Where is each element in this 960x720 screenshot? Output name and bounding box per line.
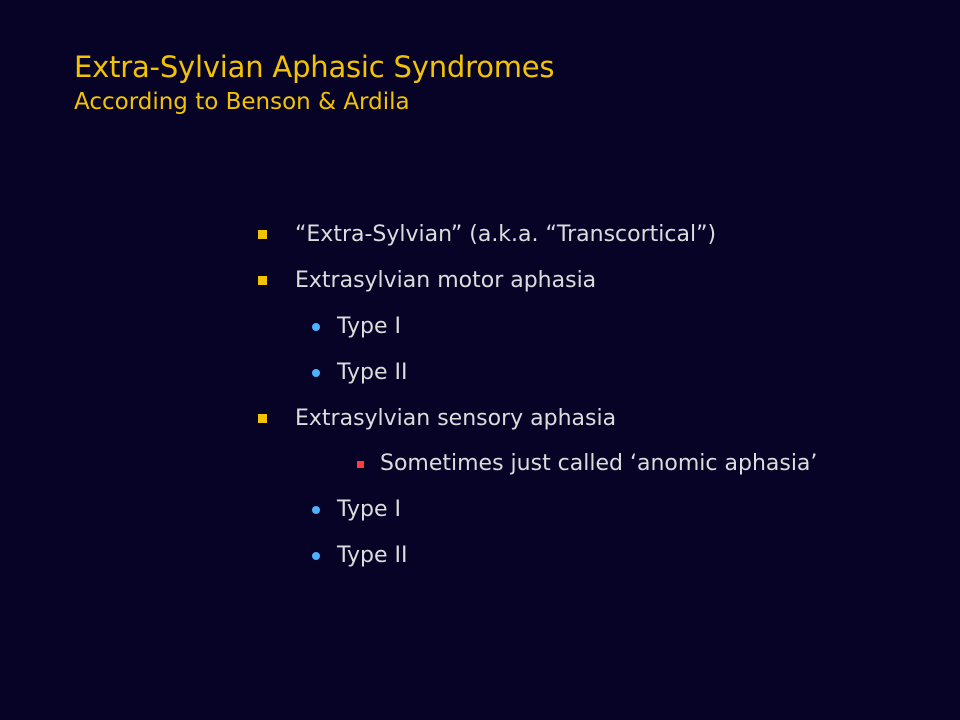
list-item-text: Type II bbox=[337, 543, 408, 568]
square-bullet-icon bbox=[258, 230, 267, 239]
slide-title: Extra-Sylvian Aphasic Syndromes bbox=[74, 50, 555, 84]
list-item-text: Type I bbox=[337, 314, 402, 339]
square-bullet-icon bbox=[258, 414, 267, 423]
dot-bullet-icon bbox=[312, 552, 320, 560]
list-item-text: Extrasylvian motor aphasia bbox=[295, 268, 597, 293]
list-item-text: Extrasylvian sensory aphasia bbox=[295, 406, 617, 431]
list-item-text: Type I bbox=[337, 497, 402, 522]
list-item-text: Sometimes just called ‘anomic aphasia’ bbox=[380, 451, 818, 476]
dot-bullet-icon bbox=[312, 369, 320, 377]
square-bullet-icon bbox=[258, 276, 267, 285]
list-item-text: “Extra-Sylvian” (a.k.a. “Transcortical”) bbox=[295, 222, 717, 247]
square-bullet-icon bbox=[357, 461, 364, 468]
list-item-text: Type II bbox=[337, 360, 408, 385]
dot-bullet-icon bbox=[312, 506, 320, 514]
slide-subtitle: According to Benson & Ardila bbox=[74, 89, 410, 115]
dot-bullet-icon bbox=[312, 323, 320, 331]
